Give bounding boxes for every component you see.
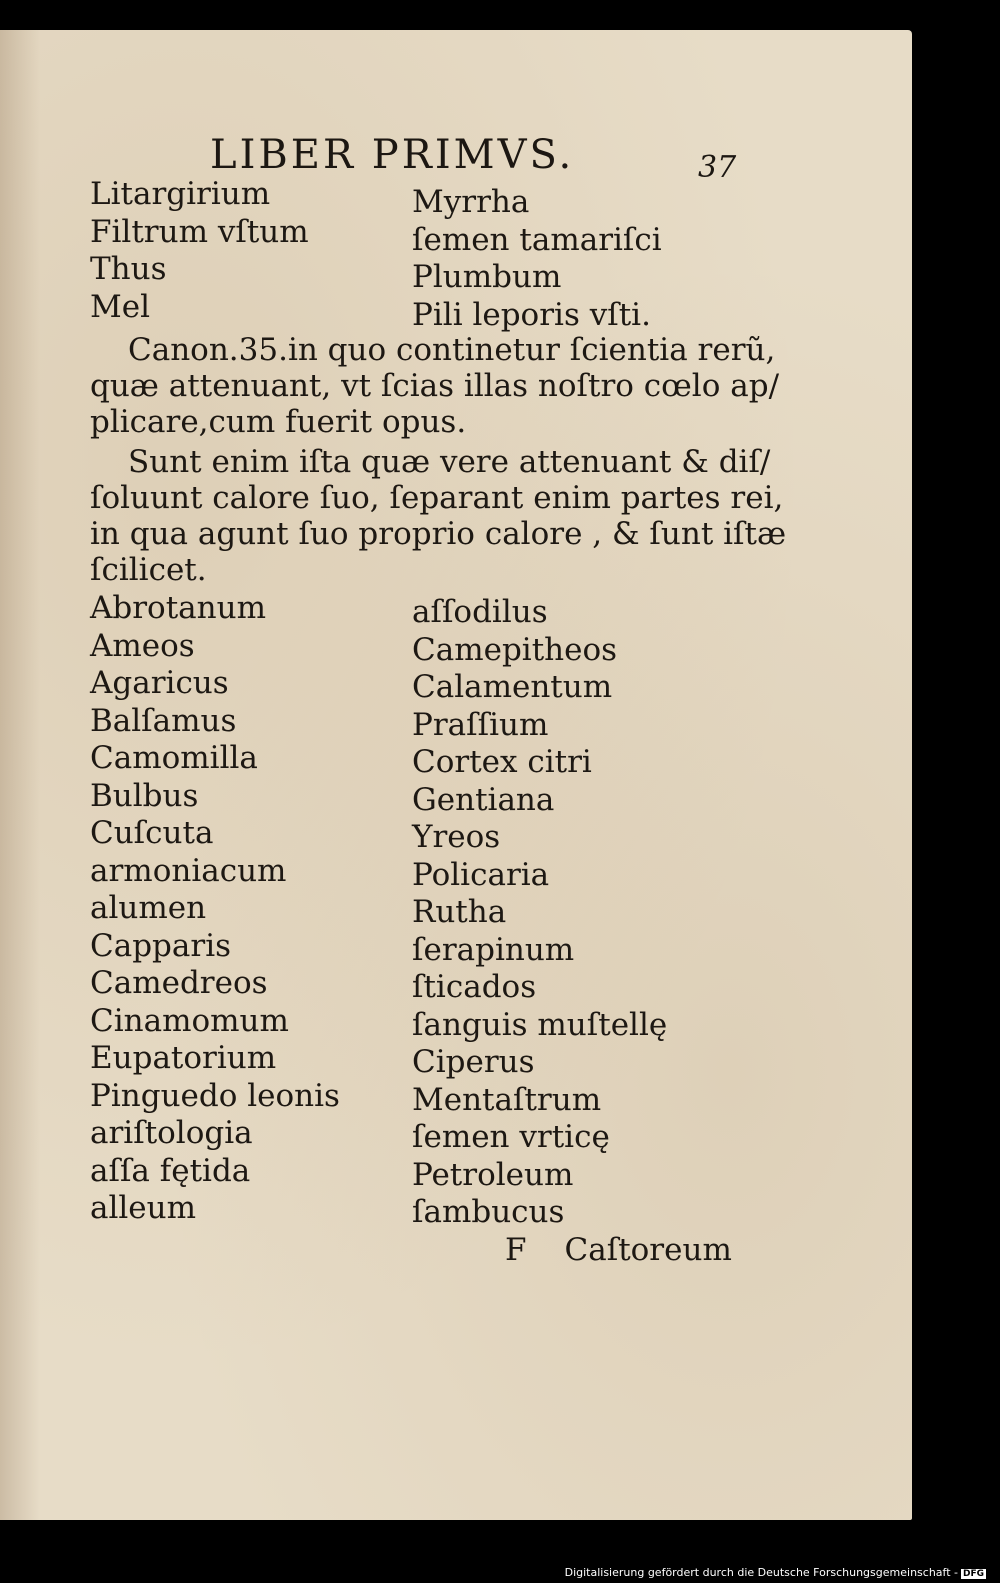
signature-mark: F: [505, 1232, 527, 1268]
list-item: Filtrum vſtum: [90, 213, 309, 250]
list-item: Calamentum: [412, 669, 613, 705]
list-item: aſſa fętida: [90, 1152, 251, 1189]
list-item: Thus: [90, 251, 167, 287]
list-item: Pili leporis vſti.: [412, 296, 651, 333]
list-item: Myrrha: [412, 184, 530, 220]
text-line: quæ attenuant, vt ſcias illas noſtro cœlo ap/: [90, 368, 780, 404]
page-number: 37: [698, 150, 737, 185]
list-item: Mel: [90, 288, 151, 325]
list-item: Ciperus: [412, 1044, 535, 1080]
digitization-credit: [565, 1566, 986, 1579]
list-item: Praſſium: [412, 706, 549, 743]
list-item: ſticados: [412, 969, 537, 1005]
list-item: Balſamus: [90, 702, 237, 739]
catchword-line: [505, 1232, 770, 1268]
list-item: Gentiana: [412, 781, 555, 818]
canon-paragraph: [90, 332, 780, 440]
credit-text: Digitalisierung gefördert durch die Deutsche Forschungsgemeinschaft -: [564, 1566, 958, 1579]
list-item: Mentaſtrum: [412, 1081, 602, 1118]
list-item: ſambucus: [412, 1194, 565, 1230]
list-item: Camedreos: [90, 965, 268, 1001]
list-item: Litargirium: [90, 176, 271, 212]
list-item: Yreos: [412, 819, 501, 855]
list-item: Pinguedo leonis: [90, 1077, 340, 1114]
list-main-right: [412, 594, 667, 1232]
list-item: Abrotanum: [90, 590, 266, 626]
list-item: Plumbum: [412, 259, 562, 295]
text-line: Canon.35.in quo continetur ſcientia rerũ,: [128, 332, 776, 368]
text-line: in qua agunt ſuo proprio calore , & ſunt iſtæ: [90, 516, 787, 552]
list-item: Camepitheos: [412, 631, 618, 668]
list-item: ſanguis muſtellę: [412, 1006, 668, 1043]
body-paragraph: [90, 444, 787, 588]
list-item: Capparis: [90, 927, 232, 964]
list-item: Bulbus: [90, 777, 199, 814]
list-item: ſemen tamariſci: [412, 221, 662, 258]
list-item: armoniacum: [90, 852, 287, 889]
list-item: alumen: [90, 890, 207, 926]
list-item: Petroleum: [412, 1156, 574, 1193]
list-top-right: [412, 184, 662, 334]
list-item: Camomilla: [90, 740, 258, 776]
text-line: plicare,cum fuerit opus.: [90, 404, 467, 440]
text-line: Sunt enim iſta quæ vere attenuant & diſ/: [128, 444, 771, 480]
list-main-left: [90, 590, 340, 1228]
list-item: Rutha: [412, 894, 507, 930]
list-item: ſerapinum: [412, 931, 575, 968]
list-item: Cortex citri: [412, 744, 592, 780]
list-top-left: [90, 176, 309, 326]
list-item: Ameos: [90, 627, 195, 664]
list-item: ariſtologia: [90, 1115, 253, 1151]
list-item: Eupatorium: [90, 1040, 277, 1076]
catchword: Caſtoreum: [564, 1232, 732, 1268]
list-item: alleum: [90, 1190, 197, 1226]
list-item: Agaricus: [90, 665, 229, 701]
list-item: ſemen vrticę: [412, 1119, 610, 1155]
list-item: aſſodilus: [412, 594, 548, 630]
list-item: Cuſcuta: [90, 815, 214, 851]
list-item: Cinamomum: [90, 1002, 289, 1039]
list-item: Policaria: [412, 856, 550, 893]
dfg-logo: DFG: [962, 1569, 984, 1579]
text-line: ſoluunt calore ſuo, ſeparant enim partes rei,: [90, 480, 784, 516]
running-header: LIBER PRIMVS.: [210, 132, 575, 178]
text-line: ſcilicet.: [90, 552, 207, 588]
